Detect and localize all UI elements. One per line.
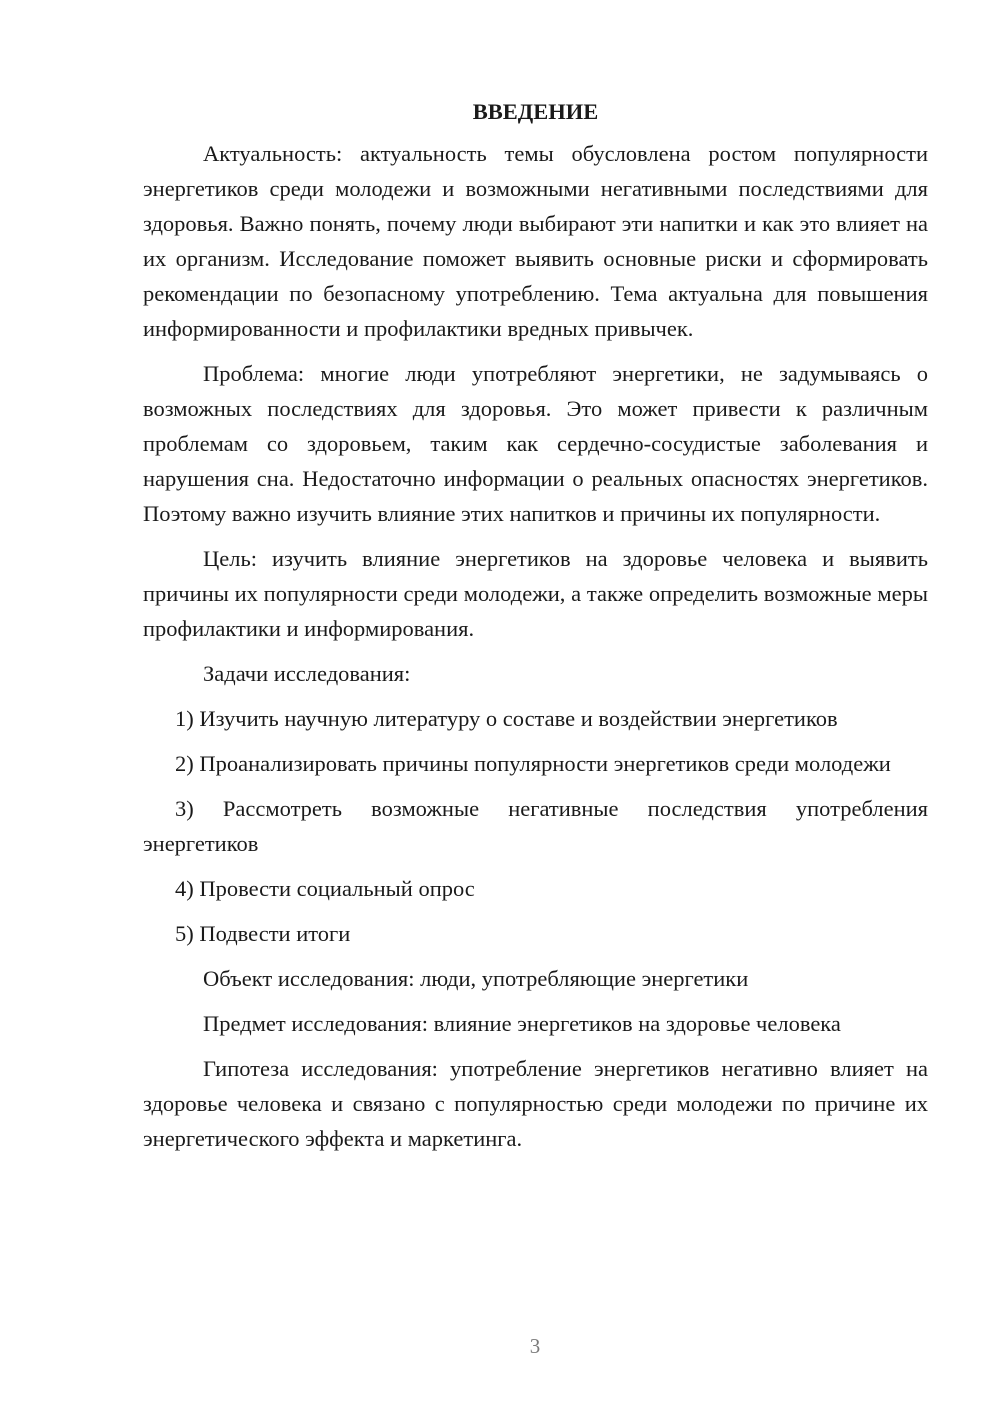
page-title: ВВЕДЕНИЕ: [472, 99, 599, 124]
page-number: 3: [529, 1334, 541, 1358]
task-item-2: 2) Проанализировать причины популярности энергетиков среди молодежи: [175, 751, 891, 776]
task-item-5: 5) Подвести итоги: [175, 921, 351, 946]
research-object: Объект исследования: люди, употребляющие энергетики: [203, 966, 749, 991]
paragraph-relevance: Актуальность: актуальность темы обусловлена ростом популярности энергетиков среди молодежи и возможными негативными последствиями для здоровья. Важно понять, почему люди выбирают эти напитки и как это влияет на их организм. Исследование поможет выявить основные риски и сформировать рекомендации по безопасному употреблению. Тема актуальна для повышения информированности и профилактики вредных привычек.: [143, 141, 928, 341]
tasks-heading: Задачи исследования:: [203, 661, 411, 686]
task-item-1: 1) Изучить научную литературу о составе и воздействии энергетиков: [175, 706, 838, 731]
research-hypothesis: Гипотеза исследования: употребление энергетиков негативно влияет на здоровье человека и связано с популярностью среди молодежи по причине их энергетического эффекта и маркетинга.: [143, 1056, 928, 1151]
research-subject: Предмет исследования: влияние энергетиков на здоровье человека: [203, 1011, 841, 1036]
task-item-3: 3) Рассмотреть возможные негативные последствия употребления энергетиков: [143, 796, 928, 856]
task-item-4: 4) Провести социальный опрос: [175, 876, 475, 901]
paragraph-problem: Проблема: многие люди употребляют энергетики, не задумываясь о возможных последствиях для здоровья. Это может привести к различным проблемам со здоровьем, таким как сердечно-сосудистые заболевания и нарушения сна. Недостаточно информации о реальных опасностях энергетиков. Поэтому важно изучить влияние этих напитков и причины их популярности.: [143, 361, 928, 526]
paragraph-goal: Цель: изучить влияние энергетиков на здоровье человека и выявить причины их популярности среди молодежи, а также определить возможные меры профилактики и информирования.: [143, 546, 928, 641]
page-content: [143, 96, 928, 1166]
